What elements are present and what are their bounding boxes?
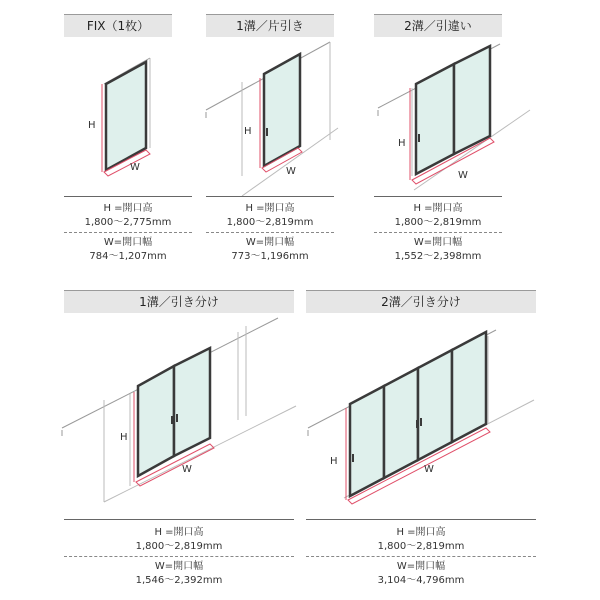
height-range: 1,800～2,775mm bbox=[84, 217, 172, 228]
handle bbox=[416, 420, 418, 428]
width-range: 1,546～2,392mm bbox=[135, 575, 223, 586]
h-label: H bbox=[88, 120, 96, 131]
width-line: W=開口幅 bbox=[396, 561, 446, 572]
height-range: 1,800～2,819mm bbox=[394, 217, 482, 228]
width-line: W=開口幅 bbox=[103, 237, 153, 248]
panel-title: 1溝／片引き bbox=[206, 14, 334, 37]
handle bbox=[352, 454, 354, 462]
sliding-panel-3 bbox=[418, 350, 452, 460]
width-line: W=開口幅 bbox=[413, 237, 463, 248]
h-label: H bbox=[120, 432, 128, 443]
divider bbox=[306, 519, 536, 520]
panel-title: 2溝／引違い bbox=[374, 14, 502, 37]
height-range: 1,800～2,819mm bbox=[135, 541, 223, 552]
w-label: W bbox=[130, 162, 140, 173]
width-range: 773～1,196mm bbox=[231, 251, 309, 262]
panel-title: 1溝／引き分け bbox=[64, 290, 294, 313]
width-range: 1,552～2,398mm bbox=[394, 251, 482, 262]
sliding-panel-1 bbox=[350, 386, 384, 496]
dashed-divider bbox=[306, 556, 536, 557]
h-label: H bbox=[398, 138, 406, 149]
height-line: H =開口高 bbox=[103, 203, 153, 214]
width-range: 3,104～4,796mm bbox=[377, 575, 465, 586]
sliding-panel-2 bbox=[384, 368, 418, 478]
height-range: 1,800～2,819mm bbox=[377, 541, 465, 552]
handle bbox=[420, 418, 422, 426]
width-line: W=開口幅 bbox=[245, 237, 295, 248]
height-line: H =開口高 bbox=[245, 203, 295, 214]
w-label: W bbox=[424, 464, 434, 475]
w-label: W bbox=[182, 464, 192, 475]
w-label: W bbox=[286, 166, 296, 177]
panel-title: FIX（1枚） bbox=[64, 14, 172, 37]
height-line: H =開口高 bbox=[413, 203, 463, 214]
height-line: H =開口高 bbox=[396, 527, 446, 538]
sliding-panel-4 bbox=[452, 332, 486, 442]
height-range: 1,800～2,819mm bbox=[226, 217, 314, 228]
height-line: H =開口高 bbox=[154, 527, 204, 538]
h-label: H bbox=[244, 126, 252, 137]
w-label: W bbox=[458, 170, 468, 181]
h-label: H bbox=[330, 456, 338, 467]
width-line: W=開口幅 bbox=[154, 561, 204, 572]
panel-title: 2溝／引き分け bbox=[306, 290, 536, 313]
width-range: 784～1,207mm bbox=[89, 251, 167, 262]
